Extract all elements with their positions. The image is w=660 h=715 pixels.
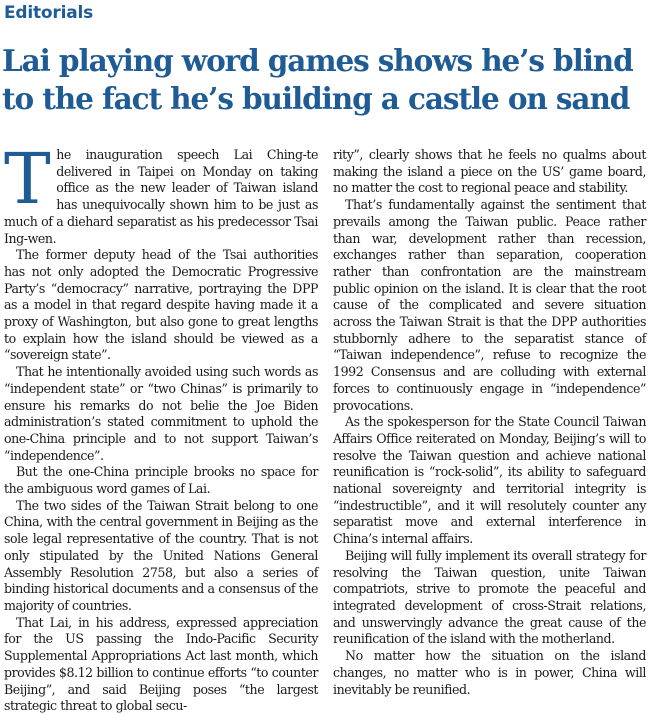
paragraph: rity”, clearly shows that he feels no qualms about making the island a piece on the US’ game board, no matter the cost to regional peace and stability. — [333, 147, 646, 196]
headline: Lai playing word games shows he’s blind to the fact he’s building a castle on sand — [2, 43, 633, 116]
section-label: Editorials — [4, 3, 94, 23]
paragraph: The two sides of the Taiwan Strait belong to one China, with the central government in Beijing as the sole legal representative of the country. That is not only stipulated by the United Nations General Assembly Resolution 2758, but also a series of binding historical documents and a consensus of the majority of countries. — [4, 497, 318, 613]
paragraph: That Lai, in his address, expressed appreciation for the US passing the Indo-Pacific Security Supplemental Appropriations Act last month, which provides $8.12 billion to continue efforts “to counter Beijing”, and said Beijing poses “the largest strategic threat to global secu- — [4, 614, 318, 714]
paragraph: As the spokesperson for the State Council Taiwan Affairs Office reiterated on Monday, Beijing’s will to resolve the Taiwan question and achieve national reunification is “rock-solid”, its ability to safeguard national sovereignty and territorial integrity is “indestructible”, and it will resolutely counter any separatist move and external interference in China’s internal affairs. — [333, 414, 646, 547]
paragraph-text: he inauguration speech Lai Ching-te delivered in Taipei on Monday on taking office as the new leader of Taiwan island has unequivocally shown him to be just as much of a diehard separatist as his predecessor Tsai Ing-wen. — [4, 147, 318, 246]
paragraph — [4, 138, 318, 247]
paragraph: That’s fundamentally against the sentiment that prevails among the Taiwan public. Peace rather than war, development rather than recession, exchanges rather than separation, cooperation rather than confrontation are the mainstream public opinion on the island. It is clear that the root cause of the complicated and severe situation across the Taiwan Strait is that the DPP authorities stubbornly adhere to the separatist stance of “Taiwan independence”, refuse to recognize the 1992 Consensus and are colluding with external forces to continuously engage in “independence” provocations. — [333, 197, 646, 413]
article-column-left — [4, 138, 318, 715]
paragraph: But the one-China principle brooks no space for the ambiguous word games of Lai. — [4, 464, 318, 497]
paragraph: That he intentionally avoided using such words as “independent state” or “two Chinas” is primarily to ensure his remarks do not belie the Joe Biden administration’s stated commitment to uphold the one-China principle and to not support Taiwan’s “independence”. — [4, 364, 318, 463]
drop-cap: T — [4, 138, 51, 220]
paragraph: The former deputy head of the Tsai authorities has not only adopted the Democratic Progressive Party’s “democracy” narrative, portraying the DPP as a model in that regard despite having made it a proxy of Washington, but also gone to great lengths to explain how the island should be viewed as a “sovereign state”. — [4, 247, 318, 363]
article-column-right — [333, 147, 646, 698]
paragraph: No matter how the situation on the island changes, no matter who is in power, China will inevitably be reunified. — [333, 648, 646, 697]
paragraph: Beijing will fully implement its overall strategy for resolving the Taiwan question, unite Taiwan compatriots, strive to promote the peaceful and integrated development of cross-Strait relations, and unswervingly advance the great cause of the reunification of the island with the motherland. — [333, 547, 646, 647]
